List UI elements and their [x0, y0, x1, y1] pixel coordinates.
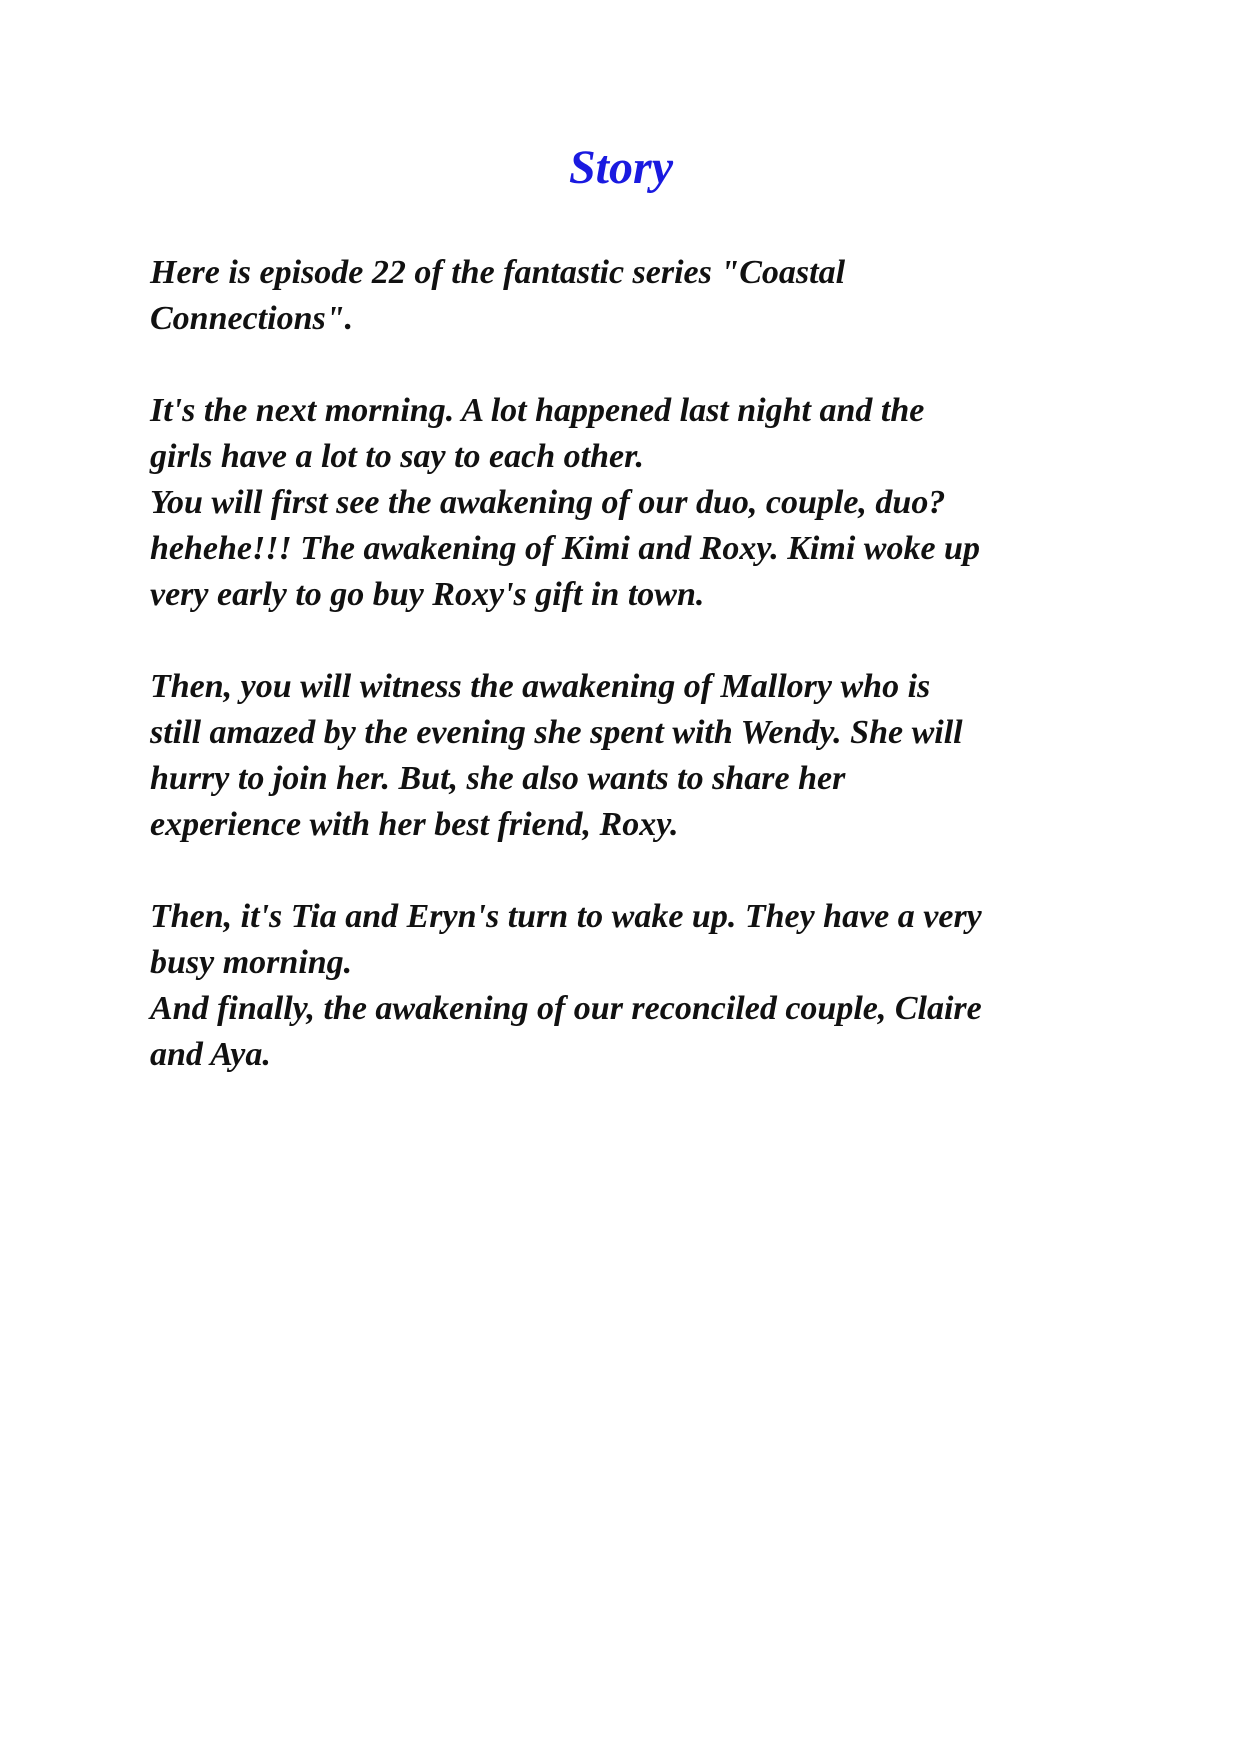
paragraph-tia-eryn-claire-aya [150, 894, 1110, 1078]
paragraph-intro [150, 250, 1110, 342]
text-line: Then, you will witness the awakening of Mallory who is [150, 668, 931, 705]
text-line: and Aya. [150, 1036, 271, 1073]
text-line: very early to go buy Roxy's gift in town. [150, 576, 705, 613]
text-line: Then, it's Tia and Eryn's turn to wake up. They have a very [150, 898, 982, 935]
text-line: It's the next morning. A lot happened last night and the [150, 392, 925, 429]
text-line: busy morning. [150, 944, 353, 981]
text-line: girls have a lot to say to each other. [150, 438, 644, 475]
text-line: hehehe!!! The awakening of Kimi and Roxy. Kimi woke up [150, 530, 980, 567]
text-line: experience with her best friend, Roxy. [150, 806, 679, 843]
story-body [150, 250, 1110, 1124]
text-line: Here is episode 22 of the fantastic series "Coastal [150, 254, 846, 291]
text-line: And finally, the awakening of our reconciled couple, Claire [150, 990, 982, 1027]
text-line: You will first see the awakening of our duo, couple, duo? [150, 484, 946, 521]
paragraph-mallory [150, 664, 1110, 848]
text-line: still amazed by the evening she spent with Wendy. She will [150, 714, 963, 751]
paragraph-kimi-roxy [150, 388, 1110, 618]
page-title: Story [568, 141, 673, 194]
text-line: hurry to join her. But, she also wants to share her [150, 760, 846, 797]
text-line: Connections". [150, 300, 354, 337]
